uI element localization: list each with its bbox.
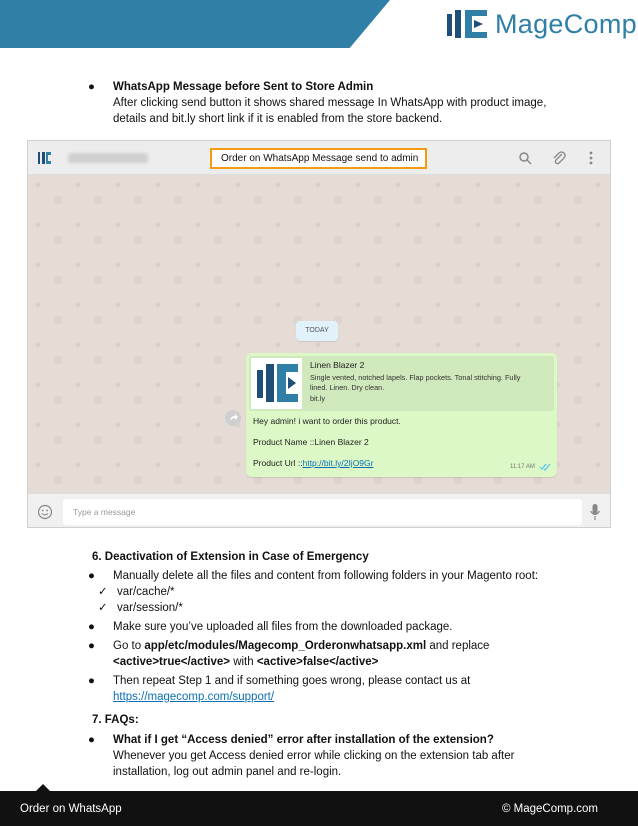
product-desc-1: Single vented, notched lapels. Flap pockets. Tonal stitching. Fully bbox=[310, 373, 521, 382]
product-image-icon bbox=[251, 358, 302, 409]
msg-time: 11:17 AM bbox=[510, 464, 535, 470]
page-footer bbox=[0, 791, 638, 826]
deactivation-sub-2 bbox=[92, 600, 538, 616]
deactivation-item-1 bbox=[88, 568, 539, 584]
emoji-icon[interactable] bbox=[37, 504, 53, 520]
top-bar bbox=[0, 0, 638, 48]
bullet-icon: ● bbox=[88, 640, 95, 652]
whatsapp-line1: After clicking send button it shows shared message In WhatsApp with product image, bbox=[113, 97, 547, 109]
checkmark-icon: ✓ bbox=[98, 602, 108, 614]
msg-greeting: Hey admin! i want to order this product. bbox=[253, 416, 401, 426]
deactivation-sub-1 bbox=[92, 584, 538, 600]
faq-question-1: What if I get “Access denied” error after installation of the extension? bbox=[113, 734, 494, 746]
item3-with: with bbox=[230, 656, 257, 668]
whatsapp-screenshot bbox=[27, 140, 611, 528]
item3-pre: Go to bbox=[113, 640, 145, 652]
chat-body bbox=[28, 175, 611, 493]
msg-product-name: Product Name ::Linen Blazer 2 bbox=[253, 437, 369, 447]
screenshot-title: Order on WhatsApp Message send to admin bbox=[210, 148, 427, 169]
bullet-icon: ● bbox=[88, 734, 95, 746]
deactivation-item-3 bbox=[88, 638, 538, 670]
support-link[interactable]: https://magecomp.com/support/ bbox=[113, 691, 275, 703]
message-bubble[interactable] bbox=[246, 353, 557, 477]
msg-product-url-link[interactable]: http://bit.ly/2IjO9Gr bbox=[302, 458, 374, 468]
message-input[interactable]: Type a message bbox=[63, 499, 582, 525]
link-preview[interactable] bbox=[249, 356, 554, 411]
chat-header bbox=[28, 141, 611, 175]
faq-item-1 bbox=[88, 732, 515, 780]
faq-answer-1-line1: Whenever you get Access denied error while clicking on the extension tab after bbox=[113, 750, 515, 762]
item3-from: <active>true</active> bbox=[113, 656, 230, 668]
attach-icon[interactable] bbox=[552, 150, 566, 166]
faq-heading: 7. FAQs: bbox=[92, 714, 139, 726]
footer-left: Order on WhatsApp bbox=[20, 803, 122, 815]
contact-name-blurred bbox=[68, 153, 148, 163]
deactivation-section bbox=[88, 549, 539, 705]
bullet-icon: ● bbox=[88, 621, 95, 633]
item3-post: and replace bbox=[426, 640, 490, 652]
faq-answer-1-line2: installation, log out admin panel and re-login. bbox=[113, 766, 342, 778]
forward-icon[interactable] bbox=[225, 410, 241, 426]
msg-product-url-line bbox=[253, 458, 373, 468]
bullet-icon: ● bbox=[88, 570, 95, 582]
deactivation-sub-2-text: var/session/* bbox=[117, 602, 183, 614]
microphone-icon[interactable] bbox=[589, 503, 601, 521]
product-link-domain: bit.ly bbox=[310, 394, 326, 403]
brand-name: MageComp bbox=[495, 8, 637, 39]
product-name: Linen Blazer 2 bbox=[310, 360, 365, 370]
bullet-icon: ● bbox=[88, 675, 95, 687]
deactivation-item-1-text: Manually delete all the files and content from following folders in your Magento root: bbox=[113, 570, 539, 582]
faq-section bbox=[88, 712, 515, 780]
chat-input-bar bbox=[28, 493, 611, 528]
checkmark-icon: ✓ bbox=[98, 586, 108, 598]
msg-product-url-label: Product Url :: bbox=[253, 458, 303, 468]
deactivation-heading: 6. Deactivation of Extension in Case of Emergency bbox=[92, 551, 369, 563]
whatsapp-heading: WhatsApp Message before Sent to Store Admin bbox=[113, 81, 374, 93]
brand-logo[interactable] bbox=[447, 8, 637, 40]
whatsapp-section bbox=[88, 79, 547, 127]
deactivation-item-4 bbox=[88, 673, 538, 705]
deactivation-item-4-text: Then repeat Step 1 and if something goes wrong, please contact us at bbox=[113, 675, 471, 687]
date-label: TODAY bbox=[296, 321, 338, 341]
search-icon[interactable] bbox=[518, 151, 532, 165]
read-receipt-icon bbox=[539, 463, 551, 471]
deactivation-sub-1-text: var/cache/* bbox=[117, 586, 175, 598]
item3-to: <active>false</active> bbox=[256, 656, 379, 668]
whatsapp-line2: details and bit.ly short link if it is enabled from the store backend. bbox=[113, 113, 443, 125]
item3-path: app/etc/modules/Magecomp_Orderonwhatsapp.xml bbox=[144, 640, 427, 652]
more-options-icon[interactable] bbox=[588, 151, 594, 165]
deactivation-item-2 bbox=[88, 619, 538, 635]
menu-icon[interactable] bbox=[36, 150, 52, 166]
footer-notch bbox=[36, 784, 50, 791]
magecomp-logo-icon bbox=[447, 8, 489, 40]
product-desc-2: lined. Linen. Dry clean. bbox=[310, 383, 385, 392]
deactivation-item-2-text: Make sure you’ve uploaded all files from the downloaded package. bbox=[113, 621, 453, 633]
footer-right: © MageComp.com bbox=[501, 803, 598, 815]
bullet-icon: ● bbox=[88, 81, 95, 93]
